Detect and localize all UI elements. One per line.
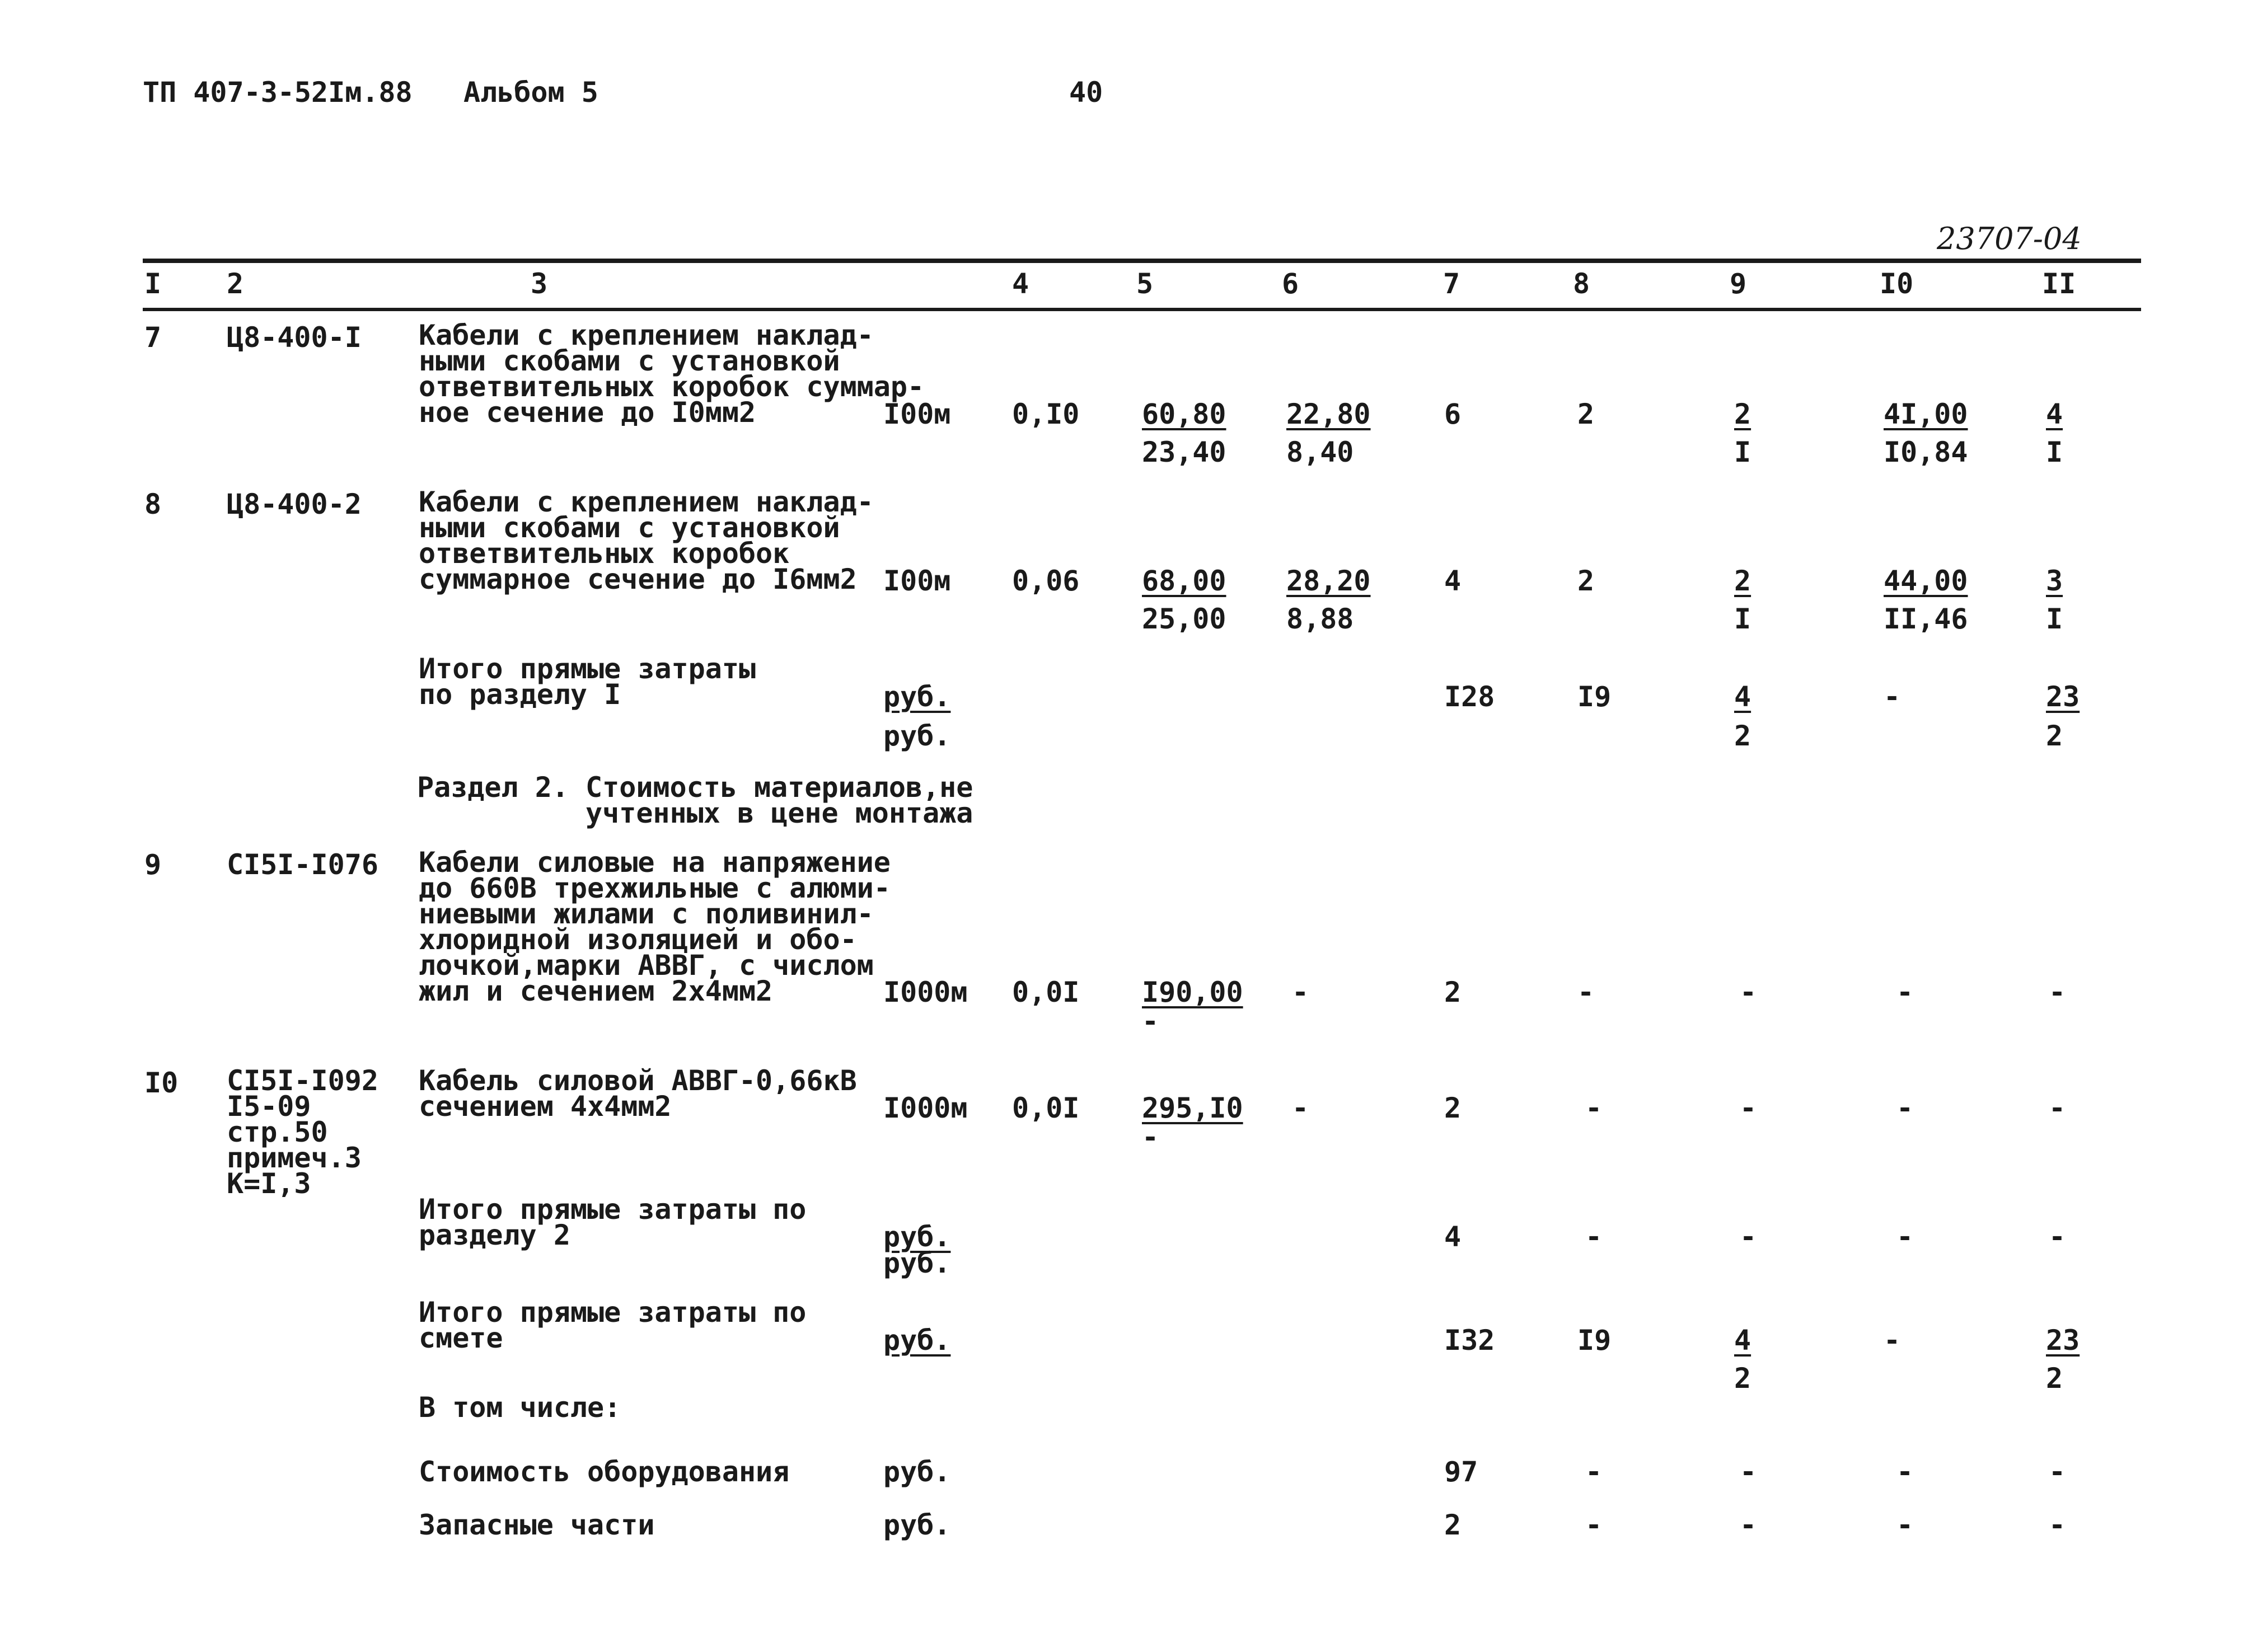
cell-c11: - xyxy=(2049,976,2066,1008)
cell-c9: - xyxy=(1740,1221,1757,1253)
cell-c10-top: 4I,00 xyxy=(1884,398,1968,430)
cell-c5-top: I90,00 xyxy=(1142,976,1243,1008)
total-unit-bottom: руб. xyxy=(883,1247,951,1279)
cell-c11-top: 3 xyxy=(2046,565,2063,597)
row-number: 9 xyxy=(144,848,162,881)
cell-c7: 6 xyxy=(1444,398,1462,430)
row-quantity: 0,0I xyxy=(1012,1092,1080,1124)
col-header: I xyxy=(144,267,162,300)
col-header: 5 xyxy=(1136,267,1154,300)
total-unit-top: руб. xyxy=(883,1221,951,1253)
row-unit: руб. xyxy=(883,1456,951,1488)
row-code: CI5I-I076 xyxy=(227,848,378,881)
cell-c11: - xyxy=(2049,1221,2066,1253)
cell-c5-bottom: 25,00 xyxy=(1142,603,1226,635)
cell-c7: 97 xyxy=(1444,1456,1478,1488)
cell-c11: - xyxy=(2049,1509,2066,1541)
col-header: 4 xyxy=(1012,267,1029,300)
including-label: В том числе: xyxy=(419,1391,621,1424)
row-description: Кабели с креплением наклад- ными скобами с установкой ответвительных коробок суммарное сечение до I6мм2 xyxy=(419,486,874,595)
total-unit-top: руб. xyxy=(883,680,951,713)
cell-c5-top: 60,80 xyxy=(1142,398,1226,430)
cell-c10: - xyxy=(1896,1509,1914,1541)
row-quantity: 0,I0 xyxy=(1012,398,1080,430)
cell-c10: - xyxy=(1884,1324,1901,1357)
col-header: 2 xyxy=(227,267,244,300)
row-unit: руб. xyxy=(883,1509,951,1541)
page-number: 40 xyxy=(1069,76,1103,109)
cell-c7: 4 xyxy=(1444,1221,1462,1253)
cell-c5-bottom: 23,40 xyxy=(1142,436,1226,468)
cell-c10: - xyxy=(1884,680,1901,713)
cell-c7: 2 xyxy=(1444,1092,1462,1124)
cell-c8: - xyxy=(1585,1456,1603,1488)
row-number: 7 xyxy=(144,321,162,354)
section-2-heading: Раздел 2. Стоимость материалов,не учтенных в цене монтажа xyxy=(417,771,973,829)
row-unit: I000м xyxy=(883,976,968,1008)
cell-c9: - xyxy=(1740,976,1757,1008)
handwritten-stamp: 23707-04 xyxy=(1937,221,2082,256)
cell-c11-bottom: 2 xyxy=(2046,720,2063,752)
total-unit: руб. xyxy=(883,1324,951,1357)
table-top-rule xyxy=(143,259,2141,263)
cell-c6-bottom: 8,40 xyxy=(1286,436,1354,468)
cell-c6: - xyxy=(1292,1092,1309,1124)
cell-c5-bottom: - xyxy=(1142,1005,1159,1038)
cell-c11-bottom: I xyxy=(2046,603,2063,635)
row-quantity: 0,0I xyxy=(1012,976,1080,1008)
cell-c5-top: 295,I0 xyxy=(1142,1092,1243,1124)
row-unit: I00м xyxy=(883,565,951,597)
col-header: 8 xyxy=(1573,267,1590,300)
cell-c10: - xyxy=(1896,1092,1914,1124)
row-number: 8 xyxy=(144,488,162,520)
cell-c10-bottom: II,46 xyxy=(1884,603,1968,635)
cell-c10: - xyxy=(1896,976,1914,1008)
cell-c7: 2 xyxy=(1444,1509,1462,1541)
cell-c6-top: 28,20 xyxy=(1286,565,1371,597)
col-header: 3 xyxy=(531,267,548,300)
cell-c6-top: 22,80 xyxy=(1286,398,1371,430)
cell-c10: - xyxy=(1896,1456,1914,1488)
row-number: I0 xyxy=(144,1067,179,1099)
total-unit-bottom: руб. xyxy=(883,720,951,752)
cell-c11: - xyxy=(2049,1092,2066,1124)
cell-c9: - xyxy=(1740,1092,1757,1124)
cell-c9-bottom: I xyxy=(1734,436,1751,468)
total-label: Итого прямые затраты по разделу 2 xyxy=(419,1193,807,1251)
col-header: II xyxy=(2042,267,2076,300)
row-code: Ц8-400-2 xyxy=(227,488,362,520)
cell-c9-bottom: I xyxy=(1734,603,1751,635)
cell-c8: 2 xyxy=(1577,398,1595,430)
row-label: Стоимость оборудования xyxy=(419,1456,790,1488)
cell-c7: I28 xyxy=(1444,680,1495,713)
cell-c7: 4 xyxy=(1444,565,1462,597)
row-description: Кабели силовые на напряжение до 660В трехжильные с алюми- ниевыми жилами с поливинил- хлоридной изоляцией и обо- лочкой,марки АВВГ, с числом жил и сечением 2х4мм2 xyxy=(419,846,891,1007)
cell-c11: - xyxy=(2049,1456,2066,1488)
row-code: Ц8-400-I xyxy=(227,321,362,354)
row-quantity: 0,06 xyxy=(1012,565,1080,597)
cell-c9-bottom: 2 xyxy=(1734,720,1751,752)
cell-c6-bottom: 8,88 xyxy=(1286,603,1354,635)
cell-c11-top: 23 xyxy=(2046,680,2080,713)
cell-c11-top: 4 xyxy=(2046,398,2063,430)
cell-c9-bottom: 2 xyxy=(1734,1362,1751,1395)
cell-c7: 2 xyxy=(1444,976,1462,1008)
col-header: 7 xyxy=(1443,267,1460,300)
row-label: Запасные части xyxy=(419,1509,655,1541)
album-label: Альбом 5 xyxy=(463,76,598,109)
row-unit: I000м xyxy=(883,1092,968,1124)
cell-c7: I32 xyxy=(1444,1324,1495,1357)
total-label: Итого прямые затраты по разделу I xyxy=(419,653,756,711)
cell-c5-top: 68,00 xyxy=(1142,565,1226,597)
cell-c6: - xyxy=(1292,976,1309,1008)
cell-c11-bottom: 2 xyxy=(2046,1362,2063,1395)
col-header: I0 xyxy=(1880,267,1914,300)
row-code: CI5I-I092 I5-09 стр.50 примеч.3 К=I,3 xyxy=(227,1064,378,1200)
cell-c10-top: 44,00 xyxy=(1884,565,1968,597)
document-code: ТП 407-3-52Iм.88 xyxy=(143,76,413,109)
cell-c8: - xyxy=(1585,1509,1603,1541)
cell-c11-bottom: I xyxy=(2046,436,2063,468)
cell-c8: I9 xyxy=(1577,680,1612,713)
cell-c9-top: 4 xyxy=(1734,680,1751,713)
cell-c9-top: 4 xyxy=(1734,1324,1751,1357)
cell-c5-bottom: - xyxy=(1142,1121,1159,1153)
col-header: 9 xyxy=(1730,267,1747,300)
cell-c10: - xyxy=(1896,1221,1914,1253)
row-description: Кабель силовой АВВГ-0,66кВ сечением 4х4мм2 xyxy=(419,1064,857,1123)
total-label: Итого прямые затраты по смете xyxy=(419,1296,807,1354)
cell-c9-top: 2 xyxy=(1734,565,1751,597)
row-unit: I00м xyxy=(883,398,951,430)
col-header: 6 xyxy=(1282,267,1299,300)
cell-c8: - xyxy=(1585,1221,1603,1253)
cell-c9: - xyxy=(1740,1456,1757,1488)
cell-c8: I9 xyxy=(1577,1324,1612,1357)
cell-c8: 2 xyxy=(1577,565,1595,597)
cell-c11-top: 23 xyxy=(2046,1324,2080,1357)
cell-c10-bottom: I0,84 xyxy=(1884,436,1968,468)
cell-c9: - xyxy=(1740,1509,1757,1541)
cell-c8: - xyxy=(1585,1092,1603,1124)
table-header-rule xyxy=(143,308,2141,311)
cell-c8: - xyxy=(1577,976,1595,1008)
row-description: Кабели с креплением наклад- ными скобами с установкой ответвительных коробок суммар- ное сечение до I0мм2 xyxy=(419,319,925,429)
cell-c9-top: 2 xyxy=(1734,398,1751,430)
